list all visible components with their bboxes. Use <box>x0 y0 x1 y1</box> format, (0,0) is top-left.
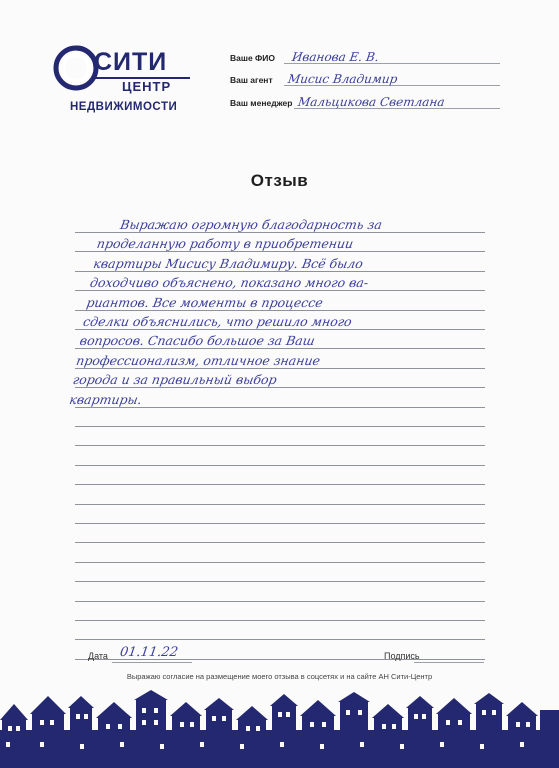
ruled-line <box>75 562 485 563</box>
manager-field <box>230 92 500 112</box>
review-line: доходчиво объяснено, показано много ва- <box>88 275 370 291</box>
review-line: профессионализм, отличное знание <box>75 352 322 368</box>
ruled-line <box>75 639 485 640</box>
review-line: Выражаю огромную благодарность за <box>119 217 384 232</box>
ruled-line <box>75 445 485 446</box>
date-label: Дата <box>88 651 108 661</box>
page-title: Отзыв <box>250 171 309 190</box>
manager-label: Ваш менеджер <box>230 98 293 108</box>
logo-text-main: СИТИ <box>94 48 168 76</box>
date-underline <box>112 662 192 663</box>
review-line: риантов. Все моменты в процессе <box>85 294 325 310</box>
logo-text-tagline: НЕДВИЖИМОСТИ <box>70 101 178 113</box>
agent-field <box>230 69 500 89</box>
ruled-line <box>75 426 485 427</box>
signature-label: Подпись <box>384 651 420 661</box>
manager-value: Мальцикова Светлана <box>297 95 446 109</box>
ruled-line <box>75 542 485 543</box>
logo-text-sub: ЦЕНТР <box>122 79 172 94</box>
ruled-line <box>75 504 485 505</box>
ruled-line <box>75 465 485 466</box>
company-logo <box>52 38 192 122</box>
ruled-line <box>75 523 485 524</box>
review-line: проделанную работу в приобретении <box>95 236 355 252</box>
review-line: города и за правильный выбор <box>71 372 279 388</box>
review-line: вопросов. Спасибо большое за Ваш <box>78 333 316 349</box>
ruled-line <box>75 601 485 602</box>
agent-value: Мисис Владимир <box>287 72 399 86</box>
consent-text: Выражаю согласие на размещение моего отзыва в соцсетях и на сайте АН Сити-Центр <box>126 672 433 681</box>
review-line: сделки объяснились, что решило много <box>82 313 354 329</box>
ruled-line <box>75 484 485 485</box>
review-line: квартиры Мисису Владимиру. Всё было <box>92 255 365 271</box>
ruled-line <box>75 581 485 582</box>
date-value: 01.11.22 <box>118 645 179 660</box>
fio-field <box>230 47 500 67</box>
agent-label: Ваш агент <box>230 75 273 85</box>
signature-underline <box>414 662 484 663</box>
ruled-line <box>75 620 485 621</box>
fio-label: Ваше ФИО <box>230 53 276 63</box>
review-handwritten-text <box>68 215 502 409</box>
city-skyline-decoration <box>0 690 559 768</box>
fio-value: Иванова Е. В. <box>291 50 380 64</box>
review-line: квартиры. <box>68 391 144 407</box>
